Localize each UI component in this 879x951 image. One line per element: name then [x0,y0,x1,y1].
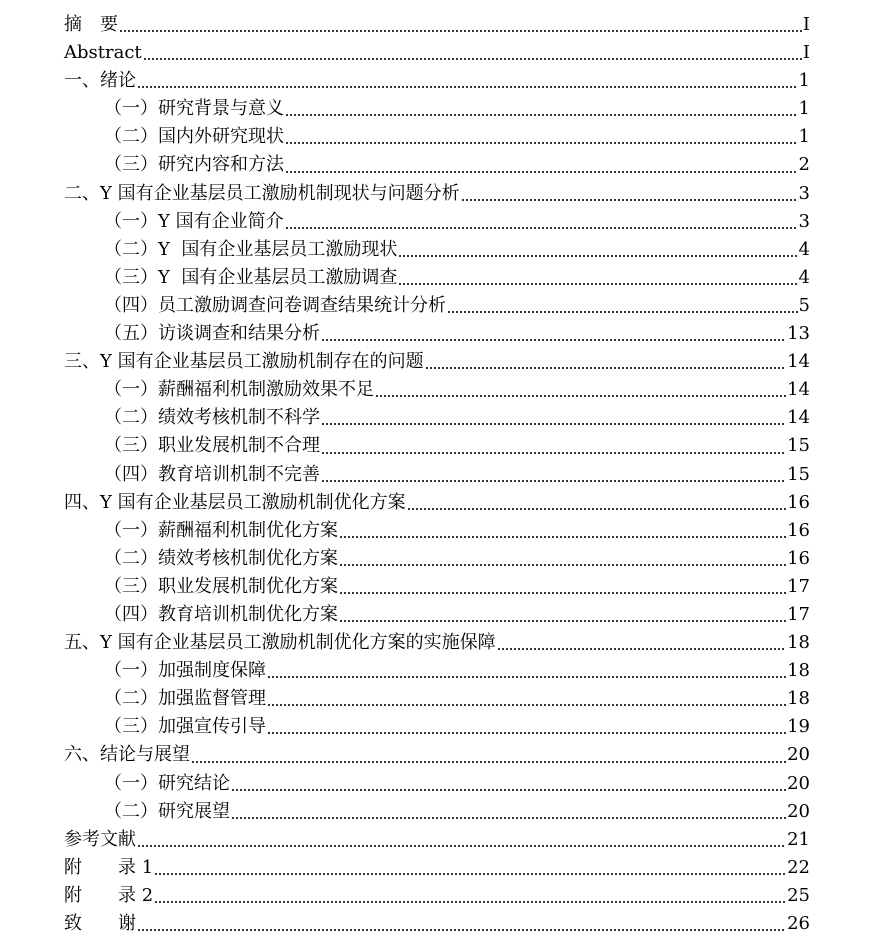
dot-leader [285,114,798,116]
toc-entry-section-5-1[interactable] [64,657,810,685]
toc-entry-page: 26 [787,913,810,934]
toc-entry-page: 17 [787,575,810,597]
toc-entry-page: 14 [787,407,810,429]
toc-entry-title: 二、Y 国有企业基层员工激励机制现状与问题分析 [64,182,460,204]
dot-leader [143,58,802,60]
toc-entry-section-1-1[interactable] [64,95,810,123]
dot-leader [285,142,798,144]
toc-entry-title: 五、Y 国有企业基层员工激励机制优化方案的实施保障 [64,632,496,654]
toc-entry-section-3-3[interactable] [64,432,810,460]
toc-entry-page: 16 [787,491,810,513]
dot-leader [231,789,786,791]
dot-leader [398,283,797,285]
toc-entry-references[interactable] [64,826,810,854]
dot-leader [375,395,786,397]
toc-entry-page: 20 [787,744,810,766]
dot-leader [267,704,786,706]
toc-entry-page: 16 [787,547,810,569]
toc-entry-page: 5 [798,294,810,316]
dot-leader [321,423,786,425]
toc-entry-page: 1 [798,70,810,92]
toc-entry-page: 20 [787,772,810,794]
toc-entry-section-4-2[interactable] [64,545,810,573]
toc-entry-page: 16 [787,519,810,541]
dot-leader [137,845,786,847]
toc-entry-page: 19 [787,716,810,738]
toc-entry-page: 25 [787,884,810,906]
toc-entry-chapter-6[interactable] [64,741,810,769]
toc-entry-page: 4 [798,238,810,260]
dot-leader [137,86,798,88]
toc-entry-section-3-4[interactable] [64,461,810,489]
toc-entry-page: I [802,42,810,64]
toc-entry-title: （二）Y 国有企业基层员工激励现状 [104,238,398,260]
toc-entry-appendix-1[interactable] [64,854,810,882]
toc-entry-title: （二）研究展望 [104,800,230,822]
toc-entry-title: Abstract [64,42,142,64]
toc-entry-title: 致 谢 [64,913,136,934]
dot-leader [339,592,786,594]
toc-entry-title: （三）职业发展机制优化方案 [104,575,338,597]
toc-entry-title: 四、Y 国有企业基层员工激励机制优化方案 [64,491,406,513]
toc-entry-chapter-1[interactable] [64,67,810,95]
toc-entry-page: 22 [787,856,810,878]
dot-leader [285,171,798,173]
toc-entry-appendix-2[interactable] [64,882,810,910]
toc-entry-title: （四）员工激励调查问卷调查结果统计分析 [104,294,446,316]
toc-entry-section-2-5[interactable] [64,320,810,348]
toc-entry-title: （二）绩效考核机制不科学 [104,407,320,429]
toc-entry-title: （一）薪酬福利机制优化方案 [104,519,338,541]
toc-entry-page: 18 [787,632,810,654]
dot-leader [231,817,786,819]
toc-entry-page: 14 [787,379,810,401]
toc-entry-title: 摘 要 [64,14,118,35]
toc-entry-section-3-1[interactable] [64,376,810,404]
toc-entry-section-3-2[interactable] [64,404,810,432]
toc-entry-page: 17 [787,603,810,625]
dot-leader [398,255,797,257]
toc-entry-page: 13 [787,323,810,345]
toc-entry-page: 4 [798,266,810,288]
toc-entry-title: （三）职业发展机制不合理 [104,435,320,457]
toc-entry-section-5-2[interactable] [64,685,810,713]
toc-entry-title: （三）加强宣传引导 [104,716,266,738]
toc-entry-chapter-3[interactable] [64,348,810,376]
toc-entry-title: （三）Y 国有企业基层员工激励调查 [104,266,398,288]
toc-entry-title: （二）加强监督管理 [104,688,266,710]
toc-entry-title: （一）加强制度保障 [104,660,266,682]
dot-leader [267,732,786,734]
toc-entry-chapter-4[interactable] [64,489,810,517]
dot-leader [339,620,786,622]
toc-entry-page: 18 [787,688,810,710]
dot-leader [191,761,786,763]
dot-leader [154,873,786,875]
toc-entry-acknowledgements[interactable] [64,910,810,938]
toc-entry-page: 15 [787,463,810,485]
toc-entry-page: 20 [787,800,810,822]
dot-leader [119,30,802,32]
toc-entry-section-4-4[interactable] [64,601,810,629]
dot-leader [285,227,798,229]
toc-entry-section-2-1[interactable] [64,208,810,236]
toc-entry-chapter-2[interactable] [64,180,810,208]
toc-entry-title: （二）国内外研究现状 [104,126,284,148]
toc-entry-title: 参考文献 [64,828,136,850]
table-of-contents [64,11,810,938]
toc-entry-page: 2 [798,154,810,176]
toc-entry-page: 18 [787,660,810,682]
toc-entry-section-4-3[interactable] [64,573,810,601]
toc-entry-section-2-3[interactable] [64,264,810,292]
dot-leader [321,339,786,341]
dot-leader [321,452,786,454]
toc-entry-section-6-1[interactable] [64,770,810,798]
toc-entry-page: 1 [798,98,810,120]
dot-leader [497,648,786,650]
toc-entry-page: I [802,14,810,35]
toc-entry-section-5-3[interactable] [64,713,810,741]
toc-entry-page: 21 [787,828,810,850]
toc-entry-section-2-2[interactable] [64,236,810,264]
toc-entry-title: 六、结论与展望 [64,744,190,766]
toc-entry-title: 三、Y 国有企业基层员工激励机制存在的问题 [64,351,424,373]
dot-leader [321,480,786,482]
toc-entry-abstract-en[interactable] [64,39,810,67]
toc-entry-section-1-3[interactable] [64,151,810,179]
dot-leader [267,676,786,678]
toc-entry-title: （一）薪酬福利机制激励效果不足 [104,379,374,401]
toc-entry-abstract-cn[interactable] [64,11,810,39]
toc-entry-title: 附 录 2 [64,884,154,906]
toc-entry-title: 附 录 1 [64,856,154,878]
dot-leader [461,199,798,201]
toc-entry-title: 一、绪论 [64,70,136,92]
toc-entry-title: （五）访谈调查和结果分析 [104,323,320,345]
toc-entry-title: （四）教育培训机制优化方案 [104,603,338,625]
toc-entry-title: （一）研究背景与意义 [104,98,284,120]
dot-leader [407,508,786,510]
toc-entry-title: （二）绩效考核机制优化方案 [104,547,338,569]
toc-entry-section-1-2[interactable] [64,123,810,151]
toc-entry-page: 15 [787,435,810,457]
dot-leader [339,564,786,566]
dot-leader [154,901,786,903]
toc-entry-chapter-5[interactable] [64,629,810,657]
toc-entry-title: （一）Y 国有企业简介 [104,210,284,232]
toc-entry-title: （一）研究结论 [104,772,230,794]
dot-leader [339,536,786,538]
dot-leader [447,311,798,313]
toc-entry-section-6-2[interactable] [64,798,810,826]
toc-entry-section-2-4[interactable] [64,292,810,320]
toc-entry-section-4-1[interactable] [64,517,810,545]
toc-entry-page: 14 [787,351,810,373]
toc-entry-page: 1 [798,126,810,148]
toc-entry-title: （三）研究内容和方法 [104,154,284,176]
dot-leader [137,929,786,931]
toc-entry-page: 3 [798,182,810,204]
dot-leader [425,367,786,369]
toc-entry-title: （四）教育培训机制不完善 [104,463,320,485]
toc-entry-page: 3 [798,210,810,232]
